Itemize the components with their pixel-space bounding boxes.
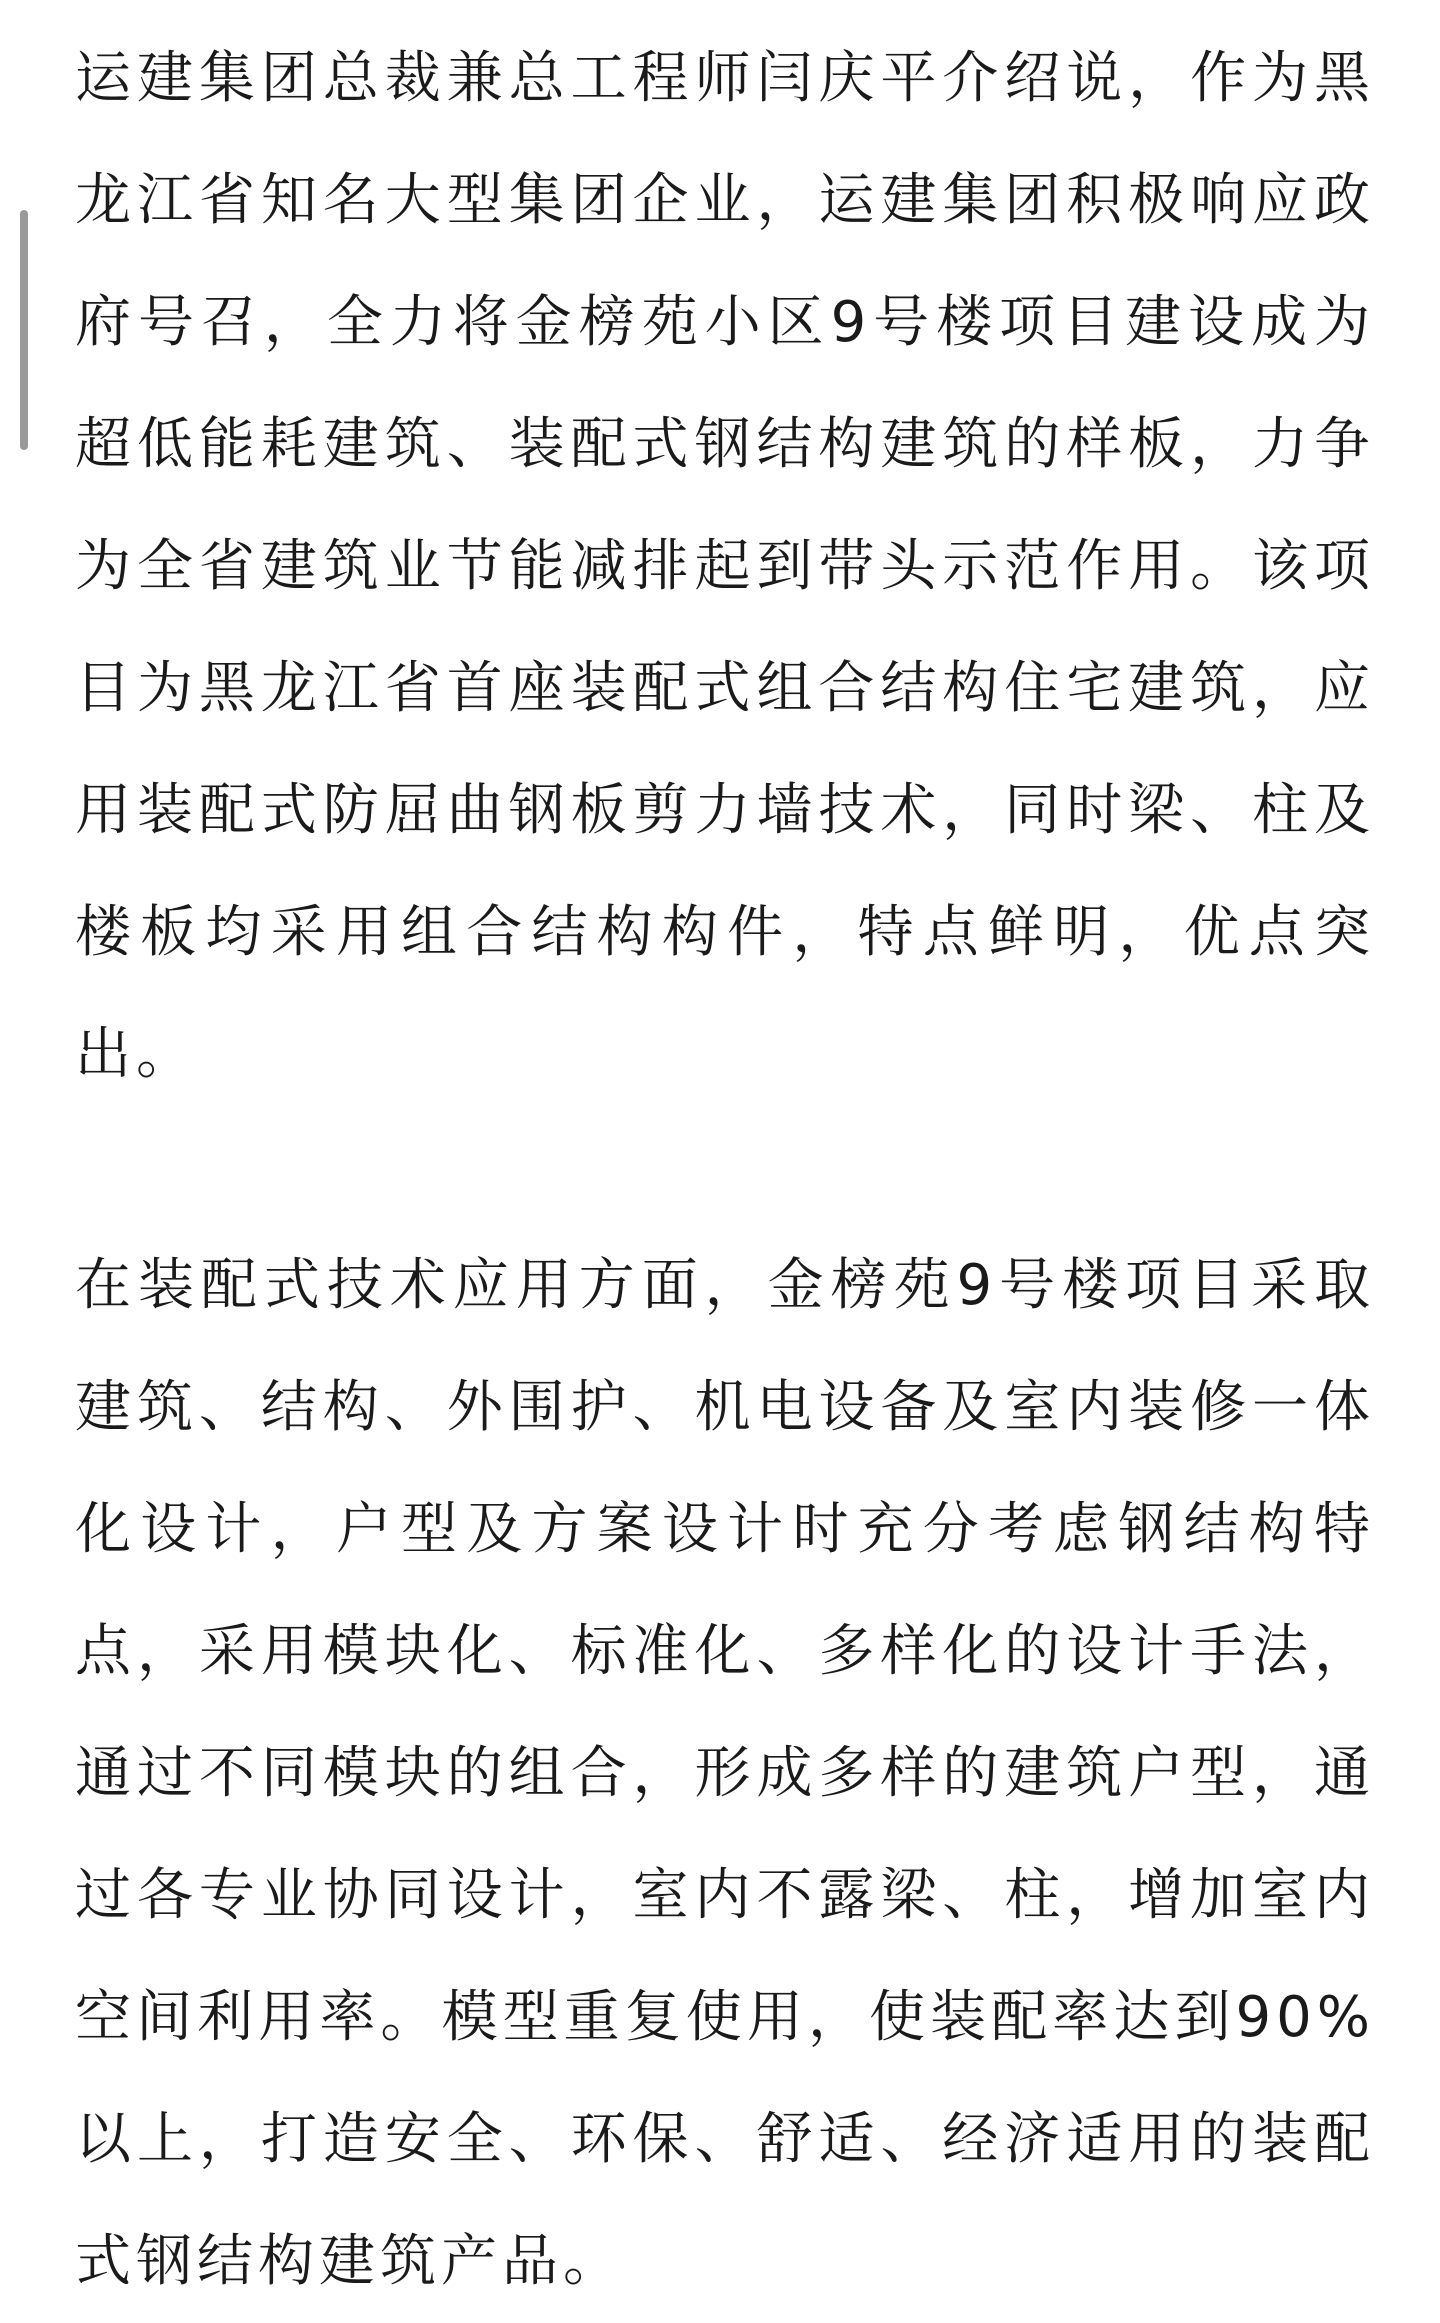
article-paragraph-2: 在装配式技术应用方面，金榜苑9号楼项目采取建筑、结构、外围护、机电设备及室内装修一体化设计，户型及方案设计时充分考虑钢结构特点，采用模块化、标准化、多样化的设计手法，通过不同模块的组合，形成多样的建筑户型，通过各专业协同设计，室内不露梁、柱，增加室内空间利用率。模型重复使用，使装配率达到90%以上，打造安全、环保、舒适、经济适用的装配式钢结构建筑产品。: [75, 1253, 1375, 2294]
article-paragraph-1: 运建集团总裁兼总工程师闫庆平介绍说，作为黑龙江省知名大型集团企业，运建集团积极响应政府号召，全力将金榜苑小区9号楼项目建设成为超低能耗建筑、装配式钢结构建筑的样板，力争为全省建筑业节能减排起到带头示范作用。该项目为黑龙江省首座装配式组合结构住宅建筑，应用装配式防屈曲钢板剪力墙技术，同时梁、柱及楼板均采用组合结构构件，特点鲜明，优点突出。: [75, 46, 1375, 1087]
scroll-indicator[interactable]: [20, 210, 28, 450]
article-body: [75, 18, 1375, 2323]
